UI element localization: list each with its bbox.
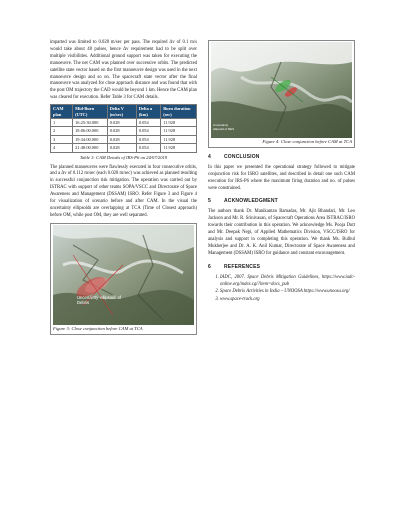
table-cell: 0.028	[107, 144, 136, 152]
reference-item: 2. Space Debris Activities in India – UNOOSA https://www.unoosa.org/	[220, 289, 355, 296]
table-header-cell: Mid-Burn (UTC)	[73, 105, 108, 119]
table-cell: 0.054	[136, 135, 160, 143]
figure-3	[50, 223, 197, 335]
table-cell: 18:06:00.000	[73, 127, 108, 135]
figure-3-image	[53, 225, 194, 325]
section-title: CONCLUSION	[224, 153, 260, 160]
table-row	[51, 135, 197, 143]
section-number: 6	[208, 263, 211, 270]
table-header-cell: Delta a (km)	[136, 105, 160, 119]
table-cell: 0.028	[107, 135, 136, 143]
table-cell: 3	[51, 135, 73, 143]
table-header-cell: CAM plan	[51, 105, 73, 119]
figure-4-image	[211, 42, 352, 138]
conclusion-heading	[208, 154, 355, 161]
table-cell: 0.054	[136, 118, 160, 126]
figure-4-caption: Figure 4: Close conjunction before CAM at TCA	[262, 139, 352, 144]
figure-3-caption: Figure 3: Close conjunction before CAM at TCA	[53, 325, 143, 331]
table-cell: 4	[51, 144, 73, 152]
table-row	[51, 144, 197, 152]
table-cell: 0.028	[107, 127, 136, 135]
table-header-row	[51, 105, 197, 119]
reference-item: 3. www.space-track.org	[220, 297, 355, 304]
conclusion-text: In this paper we presented the operational strategy followed to mitigate conjunction risk for ISRO satellites, and described in detail one such CAM execution for IRS-P6 where the maximum firing duration and no. of pulses were constrained.	[208, 164, 355, 191]
paragraph-cam-execution: The planned manoeuvres were flawlessly executed in four consecutive orbits, and a Δv of 0.112 m/sec (each 0.028 m/sec) was achieved as planned resulting in successful conjunction risk mitigation. The operation was carried out by ISTRAC with support of other teams SOPA/VSCC and Directorate of Space Awareness and Management (DSSAM) ISRO. Refer Figure 3 and Figure 4 for visualization of scenario before and after CAM. In the visual the uncertainty ellipsoids are overlapping at TCA (Time of Closest approach) before OM, while post OM, they are well separated.	[50, 164, 197, 218]
table-row	[51, 127, 197, 135]
table-cell: 0.028	[107, 118, 136, 126]
left-column	[50, 40, 197, 335]
acknowledgment-heading	[208, 198, 355, 205]
figure-3-overlay-label: Uncertainty ellipsoid of Debris	[77, 294, 121, 305]
table-cell: 0.054	[136, 127, 160, 135]
table-cell: 2	[51, 127, 73, 135]
table-caption: Table 3: CAM Details of IRS-P6 on 24/07/2019	[79, 154, 168, 160]
section-title: REFERENCES	[224, 263, 261, 270]
section-title: ACKNOWLEDGMENT	[224, 198, 278, 205]
references-list	[208, 275, 355, 305]
table-cell: 21:48:00.000	[73, 144, 108, 152]
table-cell: 11.928	[161, 144, 197, 152]
table-cell: 11.928	[161, 135, 197, 143]
table-cell: 0.054	[136, 144, 160, 152]
satellite-terrain-image	[53, 225, 194, 325]
table-cell: 1	[51, 118, 73, 126]
table-row	[51, 118, 197, 126]
table-header-cell: Delta V (m/sec)	[107, 105, 136, 119]
table-header-cell: Burn duration (sec)	[161, 105, 197, 119]
figure-4-corner-label: Uncertainty ellipsoid of RES	[213, 123, 235, 131]
right-column	[208, 40, 355, 305]
reference-item: 1. IADC, 2007. Space Debris Mitigation Guidelines, https://www.iadc-online.org/index.cgi?item=docs_pub	[220, 275, 355, 289]
table-cell: 11.928	[161, 127, 197, 135]
section-number: 5	[208, 198, 211, 205]
references-heading	[208, 264, 355, 271]
table-cell: 11.928	[161, 118, 197, 126]
table-cell: 16:25:30.000	[73, 118, 108, 126]
paragraph-cam-planning: imparted was limited to 0.028 m/sec per pass. The required Δv of 0.1 m/s would take about 48 pulses, hence Δv requirement had to be split over multiple visibilities. Additional ground support was taken for executing the manoeuvre. The net CAM was planned over successive orbits. The predicted satellite state vector based on the first manoeuvre design was used in the next manoeuvre design and so on. The spacecraft state vector after the final manoeuvre was analyzed for close approach distance and was found that with the post OM trajectory the CAD would be beyond 1 km. Hence the CAM plan was cleared for execution. Refer Table 3 for CAM details.	[50, 40, 197, 101]
figure-4	[208, 40, 355, 148]
table-cell: 19:34:00.000	[73, 135, 108, 143]
section-number: 4	[208, 153, 211, 160]
acknowledgment-text: The authors thank Dr. Manikantan Ramadas, Mr. Ajit Bhandari, Mr. Leo Jackson and Mr. R. Srinivasan, of Spacecraft Operations Area ISTRAC/ISRO towards their contribution in this operation. We acknowledge Ms. Pooja Dutt and Mr. Deepak Negi, of Applied Mathematics Division, VSCC/ISRO for analysis and support in completing this operation. We thank Ms. Bulbul Mukherjee and Dr. A. K. Anil Kumar, Directorate of Space Awareness and Management (DSSAM) ISRO for guidance and constant encouragement.	[208, 209, 355, 256]
cam-details-table	[50, 104, 197, 152]
